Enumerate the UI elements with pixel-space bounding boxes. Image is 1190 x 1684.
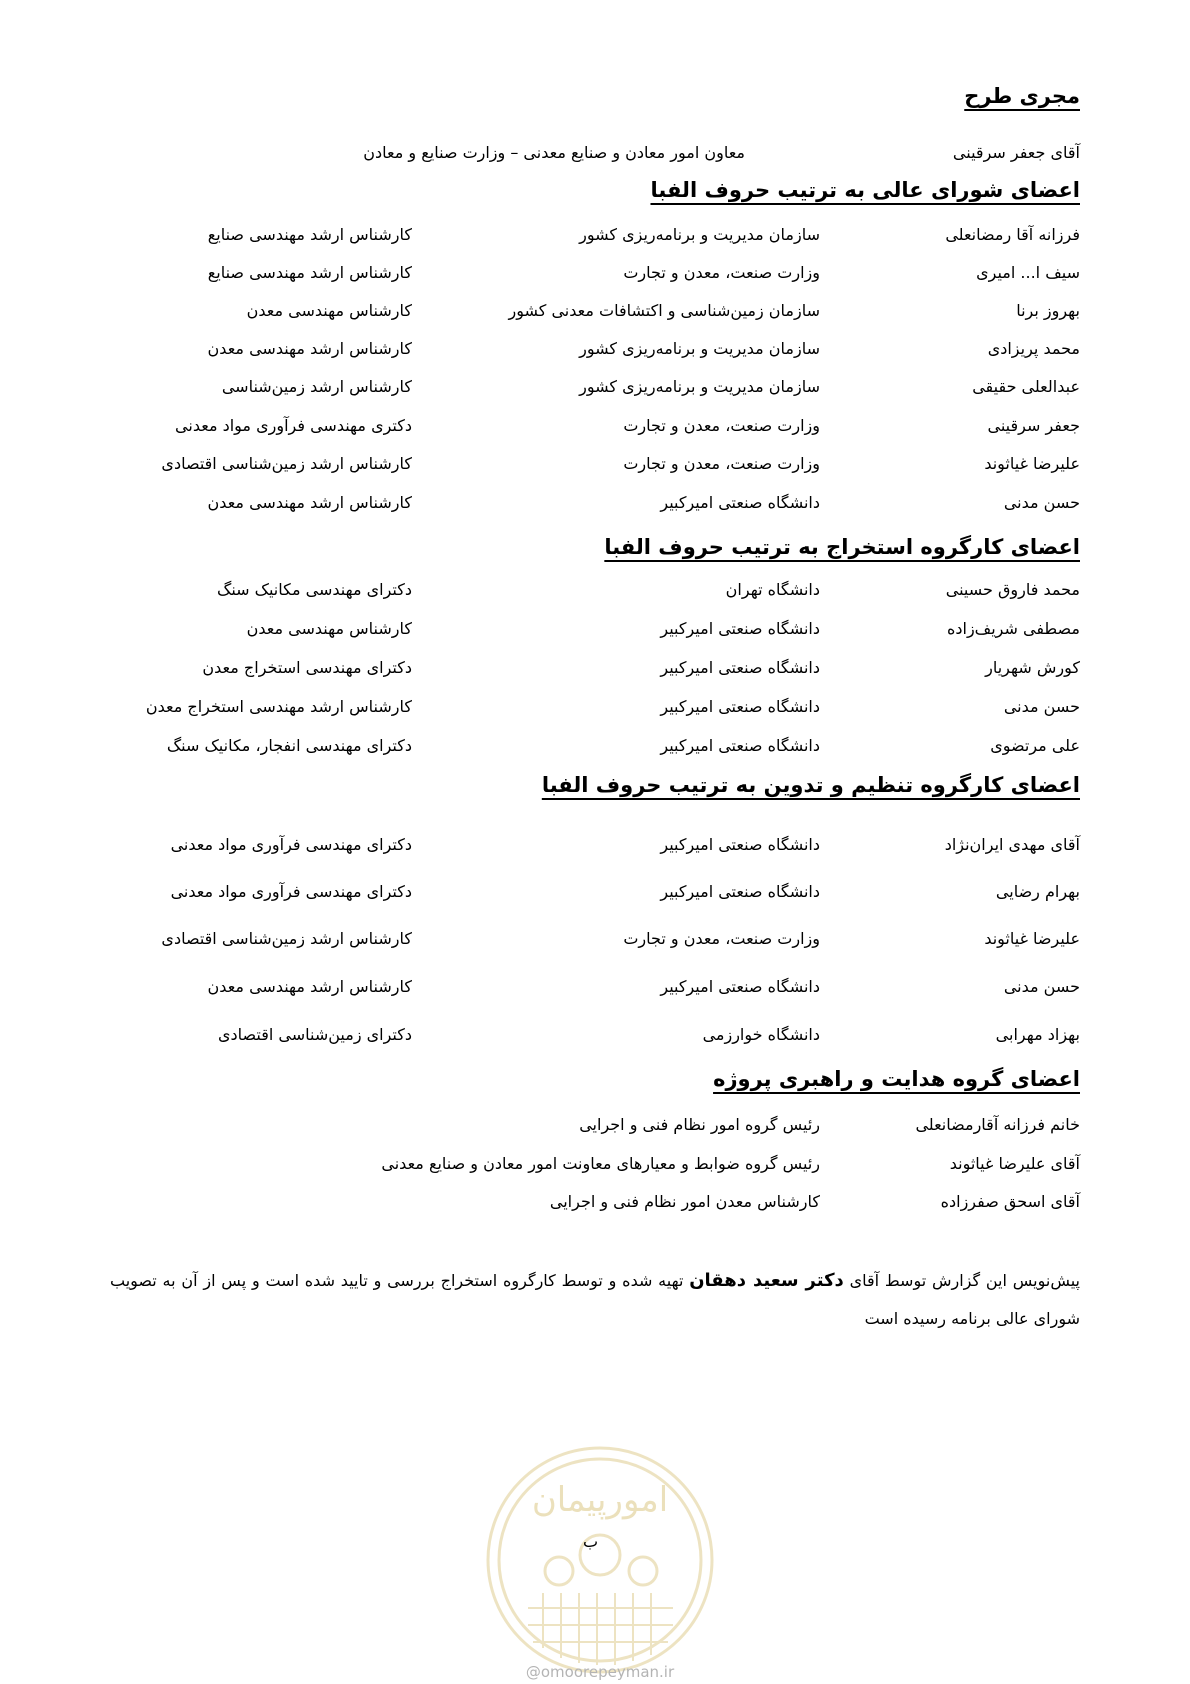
member-org: دانشگاه صنعتی امیرکبیر — [660, 882, 820, 901]
extraction-member-row — [0, 580, 1190, 610]
member-role: رئیس گروه امور نظام فنی و اجرایی — [579, 1115, 820, 1134]
editing-member-row — [0, 929, 1190, 959]
member-name: بهروز برنا — [1016, 301, 1080, 320]
council-member-row — [0, 301, 1190, 331]
council-member-row — [0, 454, 1190, 484]
member-org: دانشگاه خوارزمی — [702, 1025, 820, 1044]
member-org: سازمان زمین‌شناسی و اکتشافات معدنی کشور — [508, 301, 820, 320]
member-degree: کارشناس مهندسی معدن — [246, 619, 412, 638]
editing-member-row — [0, 977, 1190, 1007]
member-degree: دکترای مهندسی فرآوری مواد معدنی — [170, 882, 412, 901]
member-degree: کارشناس ارشد مهندسی صنایع — [207, 225, 412, 244]
member-name: علیرضا غیاثوند — [984, 454, 1080, 473]
guidance-member-row — [0, 1154, 1190, 1184]
member-org: دانشگاه تهران — [725, 580, 820, 599]
member-org: سازمان مدیریت و برنامه‌ریزی کشور — [579, 225, 820, 244]
member-org: دانشگاه صنعتی امیرکبیر — [660, 658, 820, 677]
member-name: مصطفی شریف‌زاده — [946, 619, 1080, 638]
member-degree: دکترای مهندسی مکانیک سنگ — [217, 580, 412, 599]
member-name: حسن مدنی — [1003, 697, 1080, 716]
guidance-member-row — [0, 1192, 1190, 1222]
council-member-row — [0, 339, 1190, 369]
member-org: وزارت صنعت، معدن و تجارت — [623, 263, 820, 282]
closing-text-before: پیش‌نویس این گزارش توسط آقای — [843, 1271, 1080, 1290]
member-role: کارشناس معدن امور نظام فنی و اجرایی — [549, 1192, 820, 1211]
member-degree: دکترای مهندسی فرآوری مواد معدنی — [170, 835, 412, 854]
member-name: عبدالعلی حقیقی — [972, 377, 1080, 396]
member-degree: کارشناس ارشد زمین‌شناسی — [221, 377, 412, 396]
member-name: بهزاد مهرابی — [995, 1025, 1080, 1044]
extraction-member-row — [0, 736, 1190, 766]
member-name: کورش شهریار — [985, 658, 1080, 677]
member-name: حسن مدنی — [1003, 493, 1080, 512]
section-title-council: اعضای شورای عالی به ترتیب حروف الفبا — [650, 178, 1080, 202]
guidance-member-row — [0, 1115, 1190, 1145]
member-org: دانشگاه صنعتی امیرکبیر — [660, 697, 820, 716]
member-degree: دکترای زمین‌شناسی اقتصادی — [217, 1025, 412, 1044]
member-name: جعفر سرقینی — [987, 416, 1080, 435]
member-degree: کارشناس ارشد مهندسی صنایع — [207, 263, 412, 282]
member-name: حسن مدنی — [1003, 977, 1080, 996]
member-org: وزارت صنعت، معدن و تجارت — [623, 416, 820, 435]
executor-row — [0, 143, 1190, 173]
member-name: علیرضا غیاثوند — [984, 929, 1080, 948]
member-degree: دکترای مهندسی انفجار، مکانیک سنگ — [166, 736, 412, 755]
watermark-logo — [483, 1443, 717, 1677]
closing-paragraph — [110, 1262, 1080, 1338]
member-name: محمد پریزادی — [987, 339, 1080, 358]
watermark-logo-text: امورپیمان — [531, 1480, 669, 1520]
council-member-row — [0, 416, 1190, 446]
member-org: وزارت صنعت، معدن و تجارت — [623, 454, 820, 473]
member-org: دانشگاه صنعتی امیرکبیر — [660, 977, 820, 996]
member-org: سازمان مدیریت و برنامه‌ریزی کشور — [579, 377, 820, 396]
watermark-url: @omoorepeyman.ir — [525, 1663, 675, 1681]
member-org: دانشگاه صنعتی امیرکبیر — [660, 835, 820, 854]
editing-member-row — [0, 882, 1190, 912]
member-org: دانشگاه صنعتی امیرکبیر — [660, 619, 820, 638]
member-degree: کارشناس ارشد مهندسی معدن — [207, 339, 412, 358]
author-name: دکتر سعید دهقان — [689, 1270, 844, 1291]
member-degree: دکتری مهندسی فرآوری مواد معدنی — [175, 416, 412, 435]
member-name: محمد فاروق حسینی — [945, 580, 1080, 599]
member-role: رئیس گروه ضوابط و معیارهای معاونت امور معادن و صنایع معدنی — [381, 1154, 820, 1173]
extraction-member-row — [0, 658, 1190, 688]
member-name: فرزانه آقا رمضانعلی — [945, 225, 1080, 244]
council-member-row — [0, 377, 1190, 407]
member-org: وزارت صنعت، معدن و تجارت — [623, 929, 820, 948]
council-member-row — [0, 225, 1190, 255]
section-title-guidance: اعضای گروه هدایت و راهبری پروژه — [713, 1067, 1080, 1091]
member-org: دانشگاه صنعتی امیرکبیر — [660, 736, 820, 755]
member-org: دانشگاه صنعتی امیرکبیر — [660, 493, 820, 512]
section-title-executor: مجری طرح — [964, 84, 1080, 108]
member-degree: کارشناس ارشد مهندسی معدن — [207, 977, 412, 996]
section-title-editing: اعضای کارگروه تنظیم و تدوین به ترتیب حروف الفبا — [541, 773, 1080, 797]
page-number: ب — [583, 1532, 599, 1551]
extraction-member-row — [0, 697, 1190, 727]
member-degree: کارشناس ارشد مهندسی استخراج معدن — [145, 697, 412, 716]
member-degree: کارشناس ارشد مهندسی معدن — [207, 493, 412, 512]
member-name: آقای علیرضا غیاثوند — [949, 1154, 1080, 1173]
member-name: بهرام رضایی — [995, 882, 1080, 901]
member-name: آقای اسحق صفرزاده — [940, 1192, 1080, 1211]
extraction-member-row — [0, 619, 1190, 649]
closing-text-after: تهیه شده و توسط کارگروه استخراج بررسی و تایید شده است و پس از آن به تصویب شورای عالی برنامه رسیده است — [110, 1271, 1080, 1328]
council-member-row — [0, 263, 1190, 293]
member-name: آقای مهدی ایران‌نژاد — [944, 835, 1080, 854]
section-title-extraction: اعضای کارگروه استخراج به ترتیب حروف الفبا — [604, 535, 1080, 559]
member-degree: دکترای مهندسی استخراج معدن — [202, 658, 412, 677]
executor-role: معاون امور معادن و صنایع معدنی – وزارت صنایع و معادن — [363, 143, 745, 162]
member-name: خانم فرزانه آقارمضانعلی — [915, 1115, 1080, 1134]
member-degree: کارشناس ارشد زمین‌شناسی اقتصادی — [161, 454, 412, 473]
member-name: سیف ا... امیری — [976, 263, 1080, 282]
editing-member-row — [0, 1025, 1190, 1055]
member-degree: کارشناس ارشد زمین‌شناسی اقتصادی — [161, 929, 412, 948]
member-org: سازمان مدیریت و برنامه‌ریزی کشور — [579, 339, 820, 358]
council-member-row — [0, 493, 1190, 523]
member-name: علی مرتضوی — [990, 736, 1080, 755]
editing-member-row — [0, 835, 1190, 865]
member-degree: کارشناس مهندسی معدن — [246, 301, 412, 320]
executor-name: آقای جعفر سرقینی — [952, 143, 1080, 162]
